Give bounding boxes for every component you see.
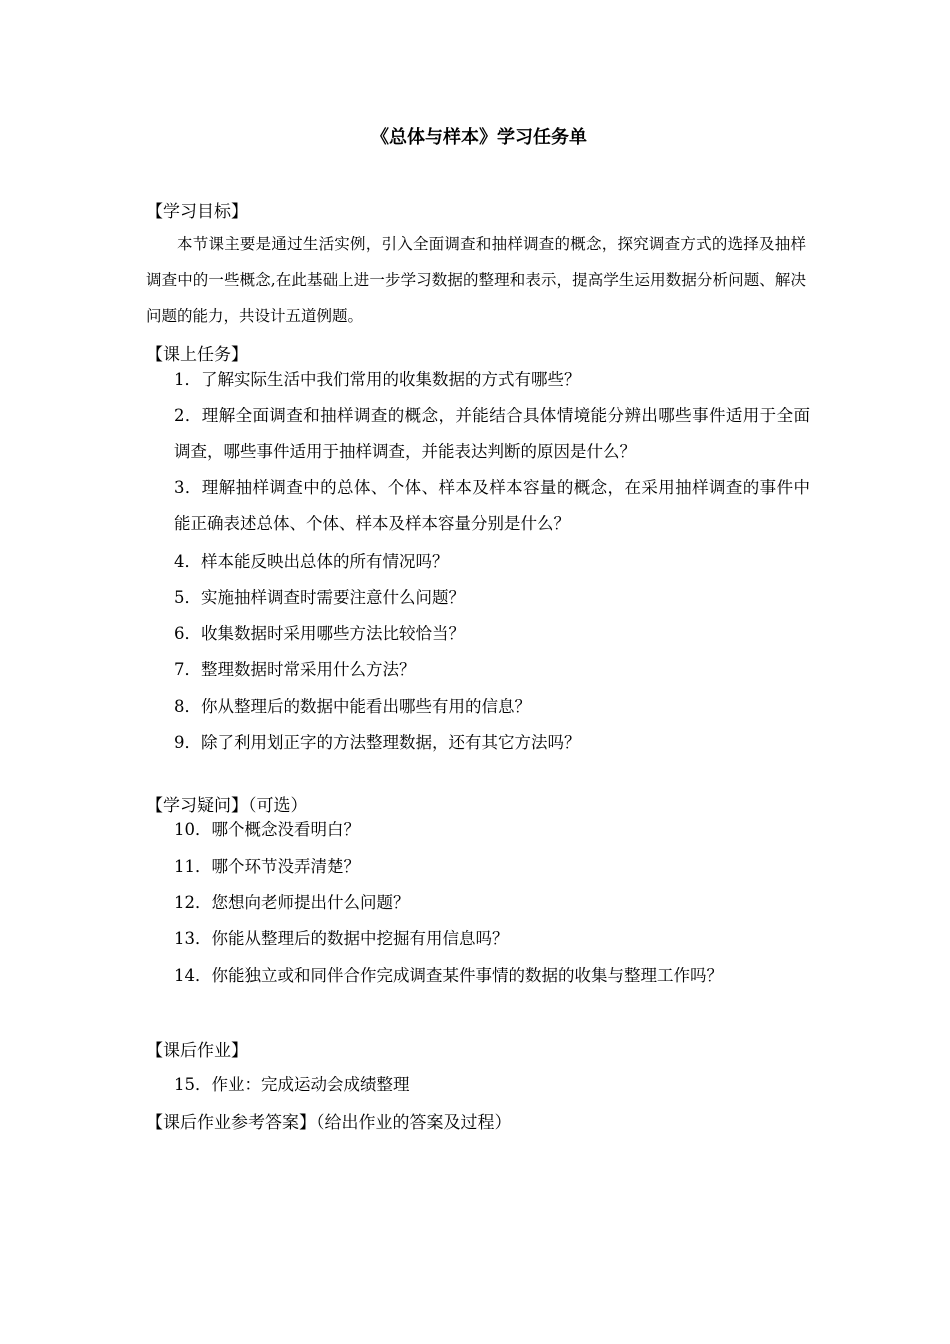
task-item-9: 9．除了利用划正字的方法整理数据，还有其它方法吗？ [174, 733, 581, 752]
answers-heading-label: 【课后作业参考答案】 [146, 1113, 316, 1133]
question-item-11: 11．哪个环节没弄清楚？ [174, 857, 360, 876]
question-item-14: 14．你能独立或和同伴合作完成调查某件事情的数据的收集与整理工作吗？ [174, 966, 723, 985]
task-item-2: 2．理解全面调查和抽样调查的概念，并能结合具体情境能分辨出哪些事件适用于全面调查，哪些事件适用于抽样调查，并能表达判断的原因是什么？ [174, 406, 810, 461]
task-item-8: 8．你从整理后的数据中能看出哪些有用的信息？ [174, 697, 531, 716]
task-item-3: 3．理解抽样调查中的总体、个体、样本及样本容量的概念，在采用抽样调查的事件中能正确表述总体、个体、样本及样本容量分别是什么？ [174, 478, 810, 533]
task-item-1: 1．了解实际生活中我们常用的收集数据的方式有哪些？ [174, 370, 581, 389]
task-item-5: 5．实施抽样调查时需要注意什么问题？ [174, 588, 465, 607]
page-title: 《总体与样本》学习任务单 [371, 127, 587, 148]
questions-heading-label: 【学习疑问】 [146, 796, 248, 816]
task-item-6: 6．收集数据时采用哪些方法比较恰当？ [174, 624, 465, 643]
tasks-heading: 【课上任务】 [146, 345, 248, 365]
homework-item-15: 15．作业：完成运动会成绩整理 [174, 1075, 410, 1094]
answers-heading-note: （给出作业的答案及过程） [316, 1113, 512, 1133]
question-item-13: 13．你能从整理后的数据中挖掘有用信息吗？ [174, 929, 509, 948]
goals-heading: 【学习目标】 [146, 202, 248, 222]
questions-heading-note: （可选） [248, 796, 308, 816]
question-item-10: 10．哪个概念没看明白？ [174, 820, 360, 839]
answers-heading [146, 1112, 512, 1134]
task-item-7: 7．整理数据时常采用什么方法？ [174, 660, 416, 679]
question-item-12: 12．您想向老师提出什么问题？ [174, 893, 410, 912]
homework-heading: 【课后作业】 [146, 1041, 248, 1061]
task-item-4: 4．样本能反映出总体的所有情况吗？ [174, 552, 449, 571]
goals-paragraph: 本节课主要是通过生活实例，引入全面调查和抽样调查的概念，探究调查方式的选择及抽样调查中的一些概念,在此基础上进一步学习数据的整理和表示，提高学生运用数据分析问题、解决问题的能力，共设计五道例题。 [146, 235, 806, 325]
